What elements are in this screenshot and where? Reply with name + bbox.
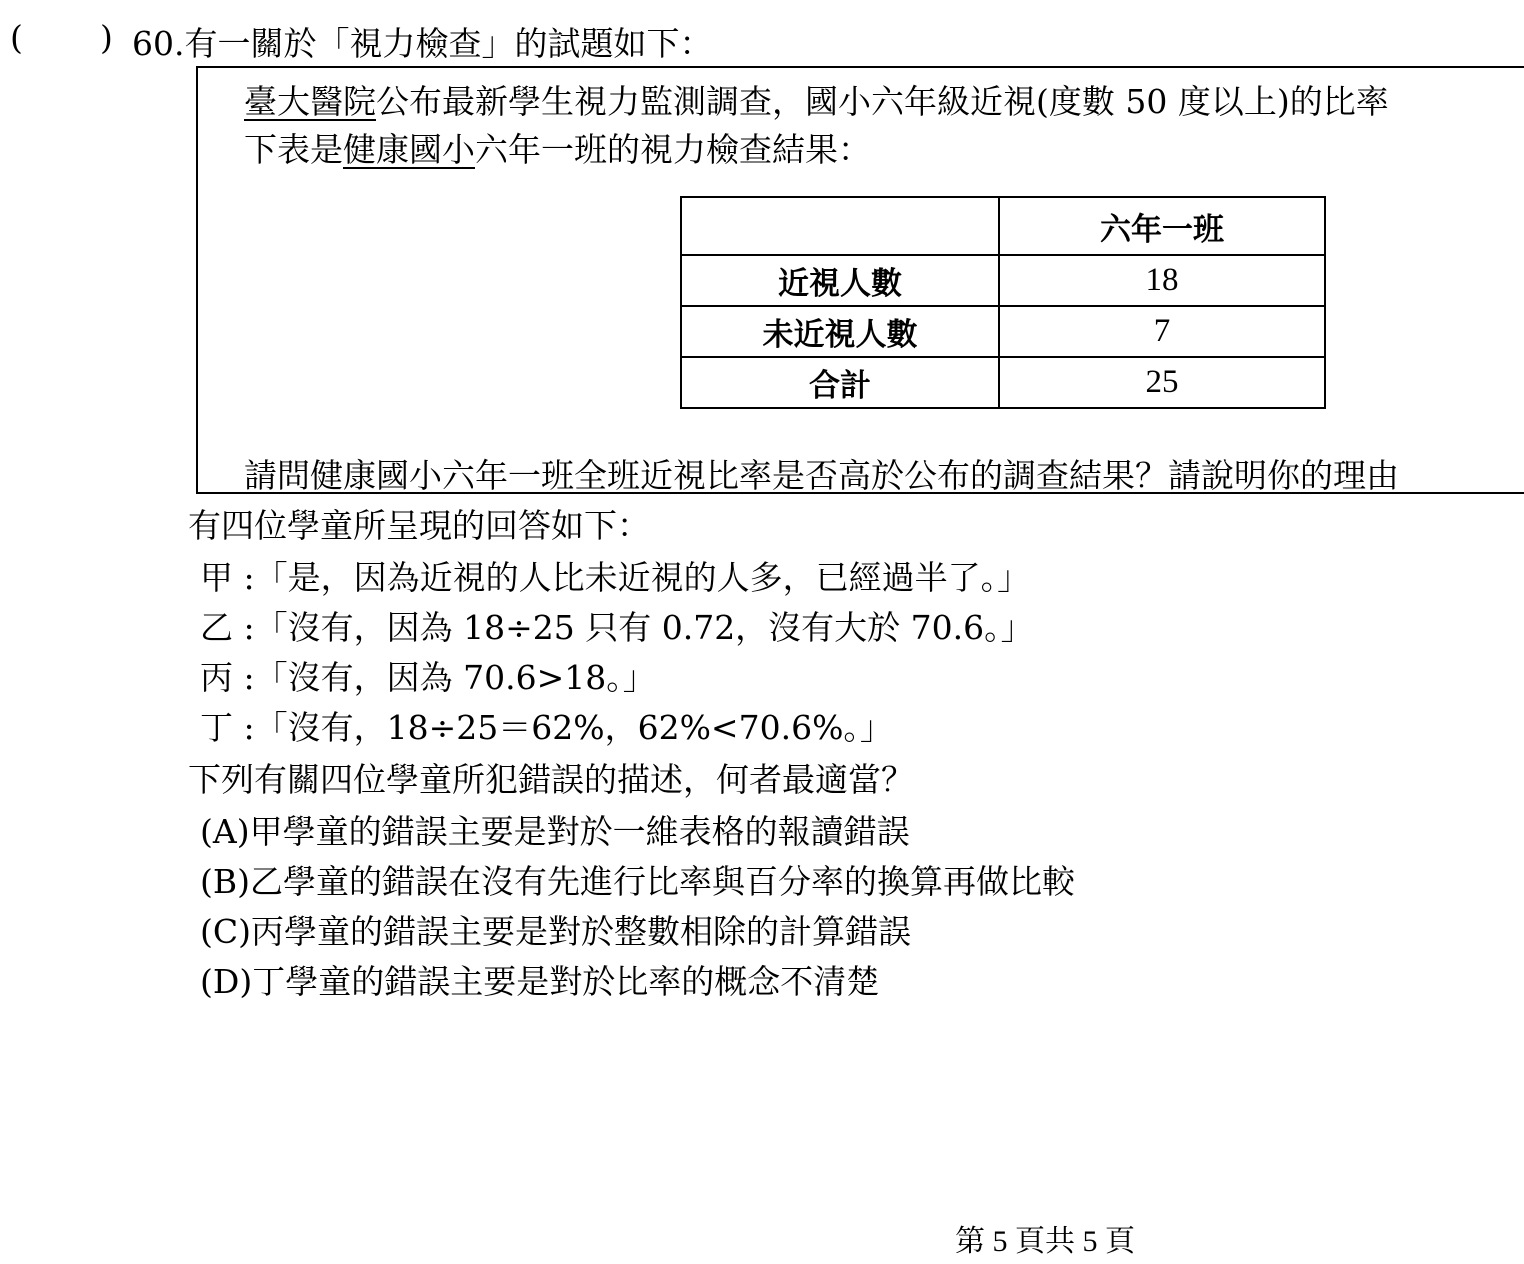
stem-line-3: [244, 450, 1399, 494]
row-value: 25: [999, 357, 1325, 408]
question-header: 60.有一關於「視力檢查」的試題如下：: [132, 24, 713, 63]
row-label: 合計: [681, 357, 999, 408]
school-name: 健康國小: [343, 130, 475, 169]
table-row: [681, 306, 1325, 357]
table-row: [681, 255, 1325, 306]
row-value: 18: [999, 255, 1325, 306]
option-d: (D)丁學童的錯誤主要是對於比率的概念不清楚: [200, 962, 880, 1001]
answers-intro: 有四位學童所呈現的回答如下：: [188, 506, 650, 545]
org-name: 臺大醫院: [244, 82, 376, 121]
page-footer: 第 5 頁共 5 頁: [955, 1225, 1135, 1258]
option-c: (C)丙學童的錯誤主要是對於整數相除的計算錯誤: [200, 912, 911, 951]
question-prompt: 下列有關四位學童所犯錯誤的描述，何者最適當？: [188, 760, 914, 799]
answer-bracket-close: ): [100, 18, 113, 57]
stem-line-1: [244, 76, 1389, 123]
stem-line-3-text: 六年一班全班近視比率是否高於公布的調查結果？請說明你的理由: [442, 456, 1399, 494]
table-header-empty: [681, 197, 999, 255]
table-row: [681, 357, 1325, 408]
table-header-class: 六年一班: [999, 197, 1325, 255]
stem-line-2-text: 六年一班的視力檢查結果：: [475, 130, 871, 169]
row-value: 7: [999, 306, 1325, 357]
school-name-2: 健康國小: [310, 456, 442, 494]
question-stem-box: [196, 66, 1524, 494]
row-label: 近視人數: [681, 255, 999, 306]
option-a: (A)甲學童的錯誤主要是對於一維表格的報讀錯誤: [200, 812, 910, 851]
student-answer-jia: 甲 :「是，因為近視的人比未近視的人多，已經過半了。」: [200, 558, 1031, 597]
vision-result-table: [680, 196, 1326, 409]
student-answer-yi: 乙 :「沒有，因為 18÷25 只有 0.72，沒有大於 70.6。」: [200, 608, 1034, 647]
stem-line-1-text: 公布最新學生視力監測調查，國小六年級近視(度數 50 度以上)的比率: [376, 82, 1389, 121]
answer-bracket-open: (: [10, 18, 23, 57]
row-label: 未近視人數: [681, 306, 999, 357]
student-answer-ding: 丁 :「沒有，18÷25＝62%，62%<70.6%。」: [200, 708, 893, 747]
student-answer-bing: 丙 :「沒有，因為 70.6>18。」: [200, 658, 656, 697]
table-header-row: [681, 197, 1325, 255]
stem-line-2-pre: 下表是: [244, 130, 343, 169]
stem-line-2: [244, 124, 871, 171]
stem-line-3-pre: 請問: [244, 456, 310, 494]
option-b: (B)乙學童的錯誤在沒有先進行比率與百分率的換算再做比較: [200, 862, 1075, 901]
